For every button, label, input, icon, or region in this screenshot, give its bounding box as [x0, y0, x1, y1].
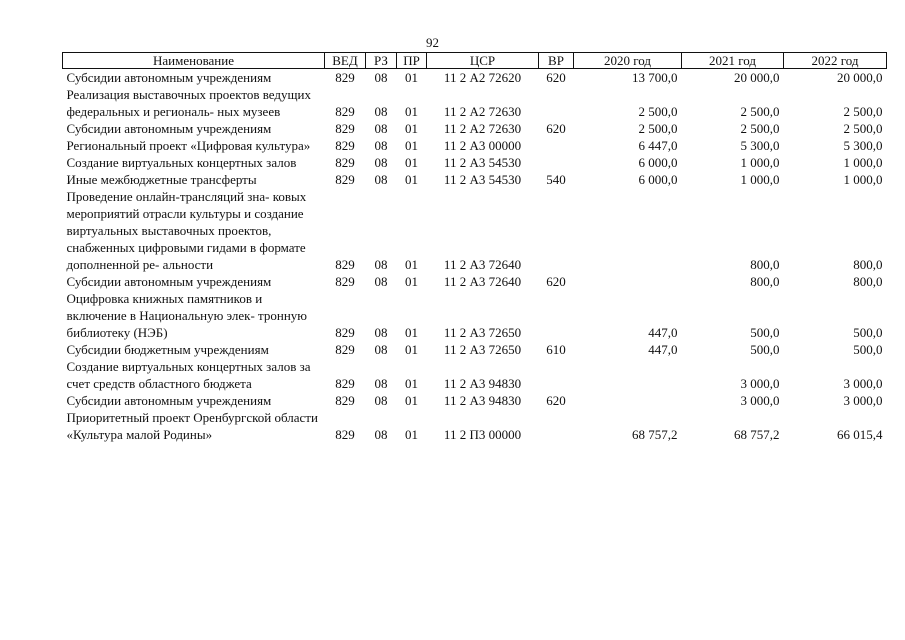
cell-ved: 829 [335, 138, 355, 153]
table-body [63, 69, 887, 444]
cell-pr: 01 [405, 342, 418, 357]
cell-pr: 01 [405, 427, 418, 442]
header-year-2021: 2021 год [682, 53, 784, 69]
cell-vr [539, 137, 574, 154]
cell-2022: 500,0 [853, 342, 883, 357]
cell-ved: 829 [335, 342, 355, 357]
table-row [63, 188, 887, 273]
cell-name: Проведение онлайн-трансляций зна- ковых мероприятий отрасли культуры и создание виртуальных выставочных проектов, снабженных цифровыми гидами в формате дополненной ре- альности [66, 189, 307, 272]
cell-ved: 829 [335, 427, 355, 442]
cell-vr: 620 [546, 393, 566, 408]
cell-csr: 11 2 А2 72620 [443, 70, 522, 85]
cell-csr: 11 2 А3 54530 [443, 172, 522, 187]
cell-name: Иные межбюджетные трансферты [66, 172, 257, 187]
cell-name: Приоритетный проект Оренбургской области «Культура малой Родины» [66, 410, 318, 442]
cell-ved: 829 [335, 104, 355, 119]
table-row [63, 154, 887, 171]
cell-2021: 3 000,0 [740, 376, 780, 391]
cell-2021: 500,0 [750, 325, 780, 340]
table-row [63, 358, 887, 392]
cell-vr [539, 154, 574, 171]
cell-name: Реализация выставочных проектов ведущих федеральных и региональ- ных музеев [66, 87, 311, 119]
cell-2022: 1 000,0 [843, 155, 883, 170]
cell-csr: 11 2 А3 72640 [443, 257, 522, 272]
cell-ved: 829 [335, 274, 355, 289]
cell-ved: 829 [335, 257, 355, 272]
table-row [63, 69, 887, 87]
cell-vr [539, 409, 574, 443]
cell-rz: 08 [374, 393, 388, 408]
cell-rz: 08 [374, 138, 388, 153]
table-row [63, 120, 887, 137]
cell-rz: 08 [374, 104, 388, 119]
cell-rz: 08 [374, 427, 388, 442]
cell-pr: 01 [405, 393, 418, 408]
header-name: Наименование [63, 53, 325, 69]
cell-rz: 08 [374, 325, 388, 340]
cell-2022: 800,0 [853, 274, 883, 289]
cell-2021: 500,0 [750, 342, 780, 357]
cell-2020 [574, 358, 682, 392]
cell-rz: 08 [374, 342, 388, 357]
cell-pr: 01 [405, 325, 418, 340]
table-row [63, 171, 887, 188]
cell-vr: 620 [546, 274, 566, 289]
table-row [63, 392, 887, 409]
cell-name: Субсидии бюджетным учреждениям [66, 342, 269, 357]
cell-vr [539, 290, 574, 341]
cell-2021: 800,0 [750, 274, 780, 289]
cell-name: Субсидии автономным учреждениям [66, 121, 272, 136]
cell-rz: 08 [374, 172, 388, 187]
cell-name: Субсидии автономным учреждениям [66, 70, 272, 85]
cell-vr: 620 [546, 70, 566, 85]
cell-csr: 11 2 А2 72630 [443, 121, 522, 136]
cell-rz: 08 [374, 155, 388, 170]
cell-name: Субсидии автономным учреждениям [66, 393, 272, 408]
cell-ved: 829 [335, 70, 355, 85]
cell-ved: 829 [335, 121, 355, 136]
table-header-row [63, 53, 887, 69]
cell-vr: 540 [546, 172, 566, 187]
cell-2021: 1 000,0 [740, 155, 780, 170]
budget-table [62, 52, 887, 443]
cell-csr: 11 2 А3 94830 [443, 376, 522, 391]
cell-rz: 08 [374, 257, 388, 272]
cell-vr: 620 [546, 121, 566, 136]
cell-pr: 01 [405, 172, 418, 187]
cell-2020: 6 000,0 [638, 172, 678, 187]
cell-pr: 01 [405, 155, 418, 170]
cell-2021: 2 500,0 [740, 104, 780, 119]
cell-name: Региональный проект «Цифровая культура» [66, 138, 311, 153]
cell-rz: 08 [374, 376, 388, 391]
cell-csr: 11 2 А3 00000 [443, 138, 522, 153]
cell-2022: 5 300,0 [843, 138, 883, 153]
cell-pr: 01 [405, 138, 418, 153]
cell-pr: 01 [405, 274, 418, 289]
header-year-2022: 2022 год [784, 53, 887, 69]
cell-pr: 01 [405, 104, 418, 119]
table-row [63, 409, 887, 443]
cell-2021: 3 000,0 [740, 393, 780, 408]
header-vr: ВР [539, 53, 574, 69]
cell-2022: 800,0 [853, 257, 883, 272]
cell-rz: 08 [374, 70, 388, 85]
cell-2020: 6 447,0 [638, 138, 678, 153]
cell-csr: 11 2 А3 94830 [443, 393, 522, 408]
cell-name: Создание виртуальных концертных залов за счет средств областного бюджета [66, 359, 311, 391]
cell-2022: 2 500,0 [843, 104, 883, 119]
cell-2021: 2 500,0 [740, 121, 780, 136]
cell-name: Оцифровка книжных памятников и включение в Национальную элек- тронную библиотеку (НЭБ) [66, 291, 307, 340]
cell-ved: 829 [335, 325, 355, 340]
cell-csr: 11 2 А3 72650 [443, 342, 522, 357]
cell-pr: 01 [405, 70, 418, 85]
cell-pr: 01 [405, 376, 418, 391]
cell-2020: 2 500,0 [638, 121, 678, 136]
table-row [63, 86, 887, 120]
header-pr: ПР [397, 53, 427, 69]
table-row [63, 290, 887, 341]
cell-2021: 20 000,0 [734, 70, 780, 85]
cell-rz: 08 [374, 121, 388, 136]
table-row [63, 273, 887, 290]
cell-csr: 11 2 А3 54530 [443, 155, 522, 170]
cell-2021: 800,0 [750, 257, 780, 272]
cell-2022: 500,0 [853, 325, 883, 340]
cell-2020: 68 757,2 [632, 427, 678, 442]
cell-ved: 829 [335, 393, 355, 408]
cell-2020: 447,0 [648, 342, 678, 357]
cell-rz: 08 [374, 274, 388, 289]
cell-2022: 66 015,4 [837, 427, 883, 442]
header-rz: РЗ [366, 53, 397, 69]
cell-ved: 829 [335, 172, 355, 187]
cell-csr: 11 2 П3 00000 [443, 427, 522, 442]
cell-pr: 01 [405, 121, 418, 136]
cell-name: Создание виртуальных концертных залов [66, 155, 297, 170]
cell-ved: 829 [335, 376, 355, 391]
cell-vr: 610 [546, 342, 566, 357]
cell-2021: 5 300,0 [740, 138, 780, 153]
cell-2020: 447,0 [648, 325, 678, 340]
cell-csr: 11 2 А3 72640 [443, 274, 522, 289]
cell-2020: 13 700,0 [632, 70, 678, 85]
cell-name: Субсидии автономным учреждениям [66, 274, 272, 289]
cell-2022: 3 000,0 [843, 376, 883, 391]
cell-vr [539, 358, 574, 392]
cell-2020 [574, 273, 682, 290]
cell-2021: 1 000,0 [740, 172, 780, 187]
cell-pr: 01 [405, 257, 418, 272]
cell-2022: 2 500,0 [843, 121, 883, 136]
cell-vr [539, 188, 574, 273]
cell-csr: 11 2 А3 72650 [443, 325, 522, 340]
cell-ved: 829 [335, 155, 355, 170]
cell-vr [539, 86, 574, 120]
table-row [63, 341, 887, 358]
page-number: 92 [426, 35, 439, 50]
header-year-2020: 2020 год [574, 53, 682, 69]
cell-2022: 1 000,0 [843, 172, 883, 187]
cell-csr: 11 2 А2 72630 [443, 104, 522, 119]
header-csr: ЦСР [427, 53, 539, 69]
cell-2020: 2 500,0 [638, 104, 678, 119]
table-row [63, 137, 887, 154]
cell-2020 [574, 392, 682, 409]
cell-2020: 6 000,0 [638, 155, 678, 170]
cell-2022: 20 000,0 [837, 70, 883, 85]
cell-2022: 3 000,0 [843, 393, 883, 408]
header-ved: ВЕД [325, 53, 366, 69]
cell-2020 [574, 188, 682, 273]
cell-2021: 68 757,2 [734, 427, 780, 442]
